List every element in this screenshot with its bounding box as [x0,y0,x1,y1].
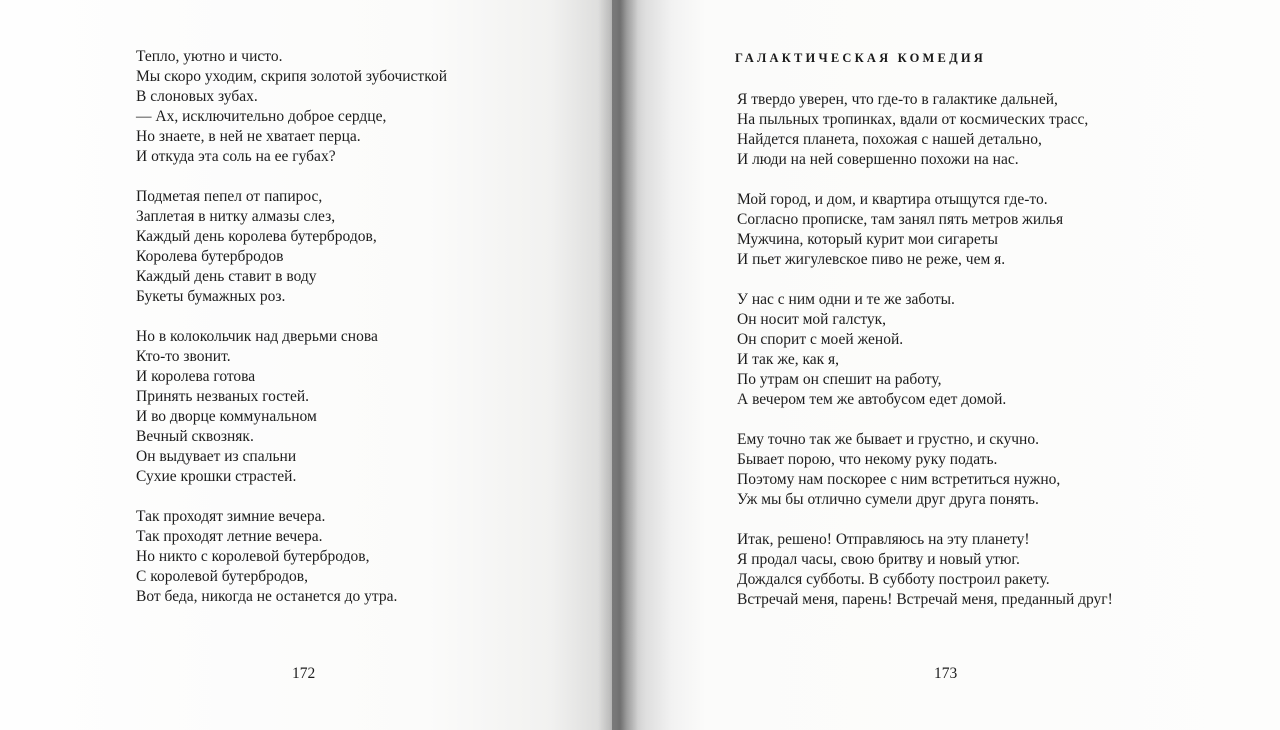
right-poem-line: Согласно прописке, там занял пять метров жилья [737,211,1064,228]
right-poem [737,90,1113,630]
left-poem-line: Но в колокольчик над дверьми снова [136,328,378,345]
right-poem-line: Найдется планета, похожая с нашей детально, [737,131,1042,148]
right-stanza [737,530,1113,610]
right-poem-line: Поэтому нам поскорее с ним встретиться нужно, [737,471,1061,488]
right-poem-line: Он носит мой галстук, [737,311,887,328]
left-poem-line: Он выдувает из спальни [136,448,297,465]
right-poem-line: У нас с ним одни и те же заботы. [737,291,955,308]
left-poem-line: И королева готова [136,368,256,385]
left-poem-line: Подметая пепел от папирос, [136,188,323,205]
right-poem-line: По утрам он спешит на работу, [737,371,942,388]
left-poem-line: Принять незваных гостей. [136,388,310,405]
left-poem-line: Кто-то звонит. [136,348,231,365]
left-poem-line: Букеты бумажных роз. [136,288,286,305]
right-stanza [737,430,1113,510]
right-stanza [737,190,1113,270]
left-page-number: 172 [292,665,316,682]
left-poem-line: Вот беда, никогда не останется до утра. [136,588,398,605]
left-poem-line: — Ах, исключительно доброе сердце, [136,108,387,125]
left-poem-line: Но никто с королевой бутербродов, [136,548,370,565]
right-poem-line: Я продал часы, свою бритву и новый утюг. [737,551,1020,568]
right-poem-line: И пьет жигулевское пиво не реже, чем я. [737,251,1006,268]
left-poem-line: И откуда эта соль на ее губах? [136,148,336,165]
right-poem-line: Итак, решено! Отправляюсь на эту планету! [737,531,1030,548]
right-poem-line: Я твердо уверен, что где-то в галактике дальней, [737,91,1058,108]
left-poem-line: Так проходят зимние вечера. [136,508,326,525]
left-poem-line: Но знаете, в ней не хватает перца. [136,128,361,145]
right-poem-line: Бывает порою, что некому руку подать. [737,451,998,468]
right-page-number: 173 [934,665,958,682]
left-stanza [136,507,447,607]
right-poem-line: Мой город, и дом, и квартира отыщутся где-то. [737,191,1048,208]
left-poem-line: И во дворце коммунальном [136,408,317,425]
left-poem-line: Каждый день королева бутербродов, [136,228,377,245]
left-stanza [136,327,447,487]
right-stanza [737,290,1113,410]
left-poem-line: В слоновых зубах. [136,88,258,105]
left-poem [136,47,447,627]
right-page [612,0,1280,730]
left-stanza [136,47,447,167]
right-poem-line: На пыльных тропинках, вдали от космических трасс, [737,111,1089,128]
left-poem-line: Сухие крошки страстей. [136,468,297,485]
right-poem-line: Ему точно так же бывает и грустно, и скучно. [737,431,1039,448]
left-poem-line: С королевой бутербродов, [136,568,308,585]
left-poem-line: Каждый день ставит в воду [136,268,317,285]
left-poem-line: Вечный сквозняк. [136,428,254,445]
right-stanza [737,90,1113,170]
right-poem-line: Дождался субботы. В субботу построил ракету. [737,571,1050,588]
left-poem-line: Заплетая в нитку алмазы слез, [136,208,336,225]
left-page [0,0,612,730]
left-poem-line: Королева бутербродов [136,248,284,265]
left-poem-line: Так проходят летние вечера. [136,528,323,545]
right-poem-line: Он спорит с моей женой. [737,331,904,348]
left-poem-line: Тепло, уютно и чисто. [136,48,283,65]
poem-title: ГАЛАКТИЧЕСКАЯ КОМЕДИЯ [735,51,987,65]
right-poem-line: Мужчина, который курит мои сигареты [737,231,998,248]
right-poem-line: И так же, как я, [737,351,840,368]
right-poem-line: Встречай меня, парень! Встречай меня, преданный друг! [737,591,1113,608]
right-poem-line: А вечером тем же автобусом едет домой. [737,391,1007,408]
book-gutter-shadow [598,0,638,730]
left-poem-line: Мы скоро уходим, скрипя золотой зубочисткой [136,68,447,85]
right-poem-line: Уж мы бы отлично сумели друг друга понять. [737,491,1039,508]
right-poem-line: И люди на ней совершенно похожи на нас. [737,151,1019,168]
left-stanza [136,187,447,307]
